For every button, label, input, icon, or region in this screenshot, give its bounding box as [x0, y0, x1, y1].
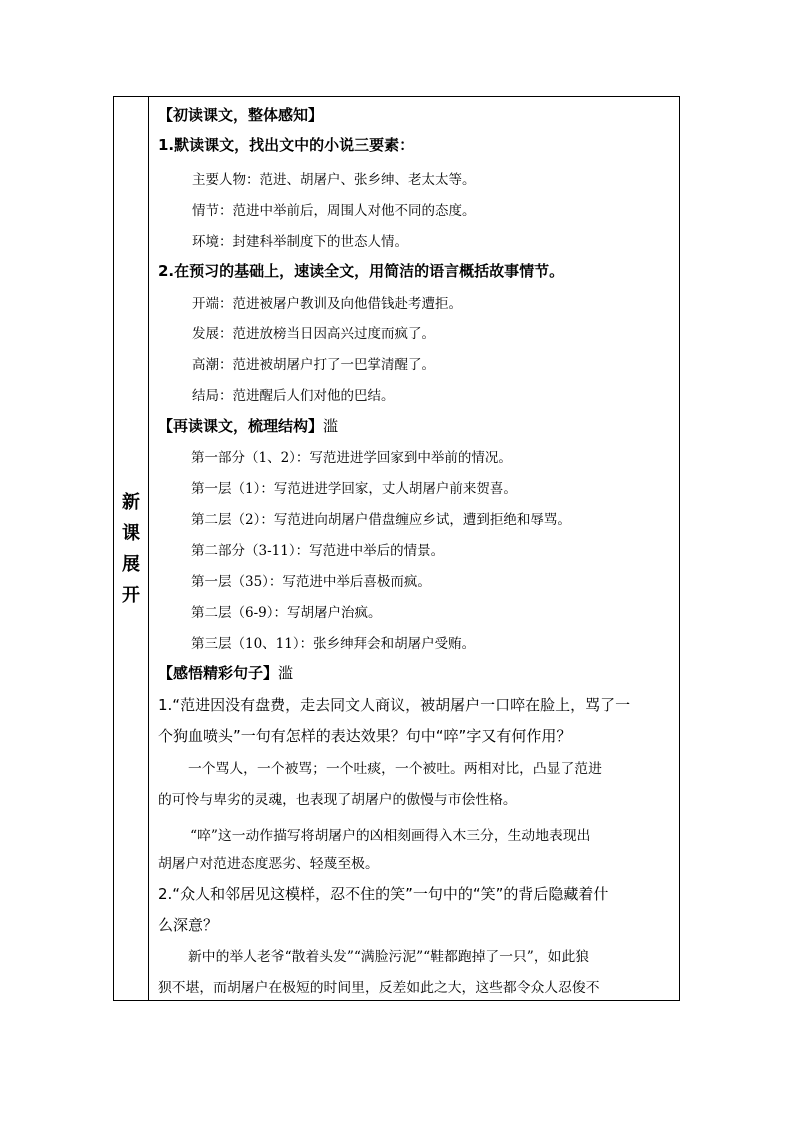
list-item: 高潮：范进被胡屠户打了一巴掌清醒了。: [192, 357, 435, 373]
watermark-glyph: 滥: [323, 417, 339, 435]
list-item: 情节：范进中举前后，周围人对他不同的态度。: [192, 203, 476, 219]
side-label-char: 课: [122, 522, 140, 544]
list-item: 第二层（6-9）：写胡屠户治疯。: [191, 605, 382, 621]
list-item: 环境：封建科举制度下的世态人情。: [192, 234, 408, 250]
content-cell: [150, 97, 679, 1000]
list-item: 第一层（35）：写范进中举后喜极而疯。: [191, 574, 431, 590]
answer-line: 新中的举人老爷“散着头发”“满脸污泥”“鞋都跑掉了一只”，如此狼: [188, 949, 590, 965]
column-divider: [148, 97, 149, 1000]
list-item: 开端：范进被屠户教训及向他借钱赴考遭拒。: [192, 296, 462, 312]
answer-line: 的可怜与卑劣的灵魂，也表现了胡屠户的傲慢与市侩性格。: [158, 792, 517, 808]
list-item: 第一层（1）：写范进进学回家，丈人胡屠户前来贺喜。: [191, 481, 517, 497]
list-item: 发展：范进放榜当日因高兴过度而疯了。: [192, 326, 435, 342]
side-label-char: 新: [122, 491, 140, 513]
list-item: 主要人物：范进、胡屠户、张乡绅、老太太等。: [192, 172, 476, 188]
section-heading: [158, 415, 338, 436]
list-item: 第二层（2）：写范进向胡屠户借盘缠应乡试，遭到拒绝和辱骂。: [191, 512, 571, 528]
question: 1.默读课文，找出文中的小说三要素：: [158, 136, 415, 154]
answer-line: 一个骂人，一个被骂；一个吐痰，一个被吐。两相对比，凸显了范进: [188, 761, 602, 777]
section-heading-text: 【感悟精彩句子】: [158, 664, 279, 682]
answer-line: 狈不堪，而胡屠户在极短的时间里，反差如此之大，这些都令众人忍俊不: [158, 980, 600, 996]
lesson-table: [113, 96, 680, 1001]
answer-line: “啐”这一动作描写将胡屠户的凶相刻画得入木三分，生动地表现出: [190, 828, 591, 844]
side-label-char: 开: [122, 584, 140, 606]
watermark-glyph: 滥: [278, 664, 294, 682]
section-heading-text: 【再读课文，梳理结构】: [158, 417, 324, 435]
question-line: 么深意？: [158, 916, 219, 934]
side-label-cell: [114, 97, 148, 1000]
answer-line: 胡屠户对范进态度恶劣、轻蔑至极。: [158, 856, 379, 872]
question: 2.在预习的基础上，速读全文，用简洁的语言概括故事情节。: [158, 262, 565, 280]
section-heading: [158, 662, 293, 683]
section-heading: 【初读课文，整体感知】: [158, 106, 324, 124]
side-label-char: 展: [122, 553, 140, 575]
question-line: 2.“众人和邻居见这模样，忍不住的笑”一句中的“笑”的背后隐藏着什: [158, 885, 609, 903]
question-line: 个狗血喷头”一句有怎样的表达效果？句中“啐”字又有何作用？: [158, 727, 572, 745]
list-item: 第二部分（3-11）：写范进中举后的情景。: [191, 543, 445, 559]
list-item: 结局：范进醒后人们对他的巴结。: [192, 388, 395, 404]
question-line: 1.“范进因没有盘费，走去同文人商议，被胡屠户一口啐在脸上，骂了一: [158, 696, 631, 714]
list-item: 第三层（10、11）：张乡绅拜会和胡屠户受贿。: [191, 636, 476, 652]
list-item: 第一部分（1、2）：写范进进学回家到中举前的情况。: [191, 450, 512, 466]
